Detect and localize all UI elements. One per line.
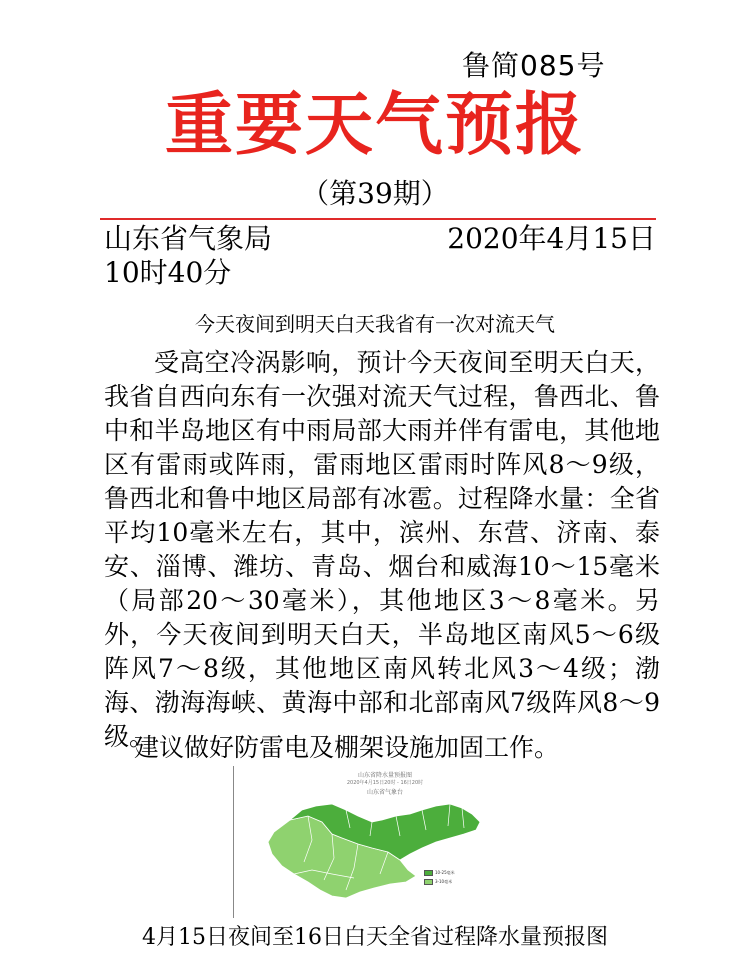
precipitation-map	[250, 770, 520, 908]
legend-swatch	[424, 870, 433, 876]
forecast-advice: 建议做好防雷电及棚架设施加固工作。	[134, 733, 560, 762]
forecast-headline: 今天夜间到明天白天我省有一次对流天气	[195, 312, 555, 336]
legend-label: 3-10毫米	[435, 878, 453, 884]
figure-left-line	[233, 766, 234, 918]
issue-date: 2020年4月15日	[447, 222, 656, 255]
map-agency: 山东省气象台	[366, 789, 403, 796]
legend-swatch	[424, 879, 433, 885]
map-title: 山东省降水量预报图	[357, 772, 412, 779]
legend-label: 10-25毫米	[435, 869, 455, 875]
map-subtitle: 2020年4月15日20时 - 16日20时	[346, 780, 424, 786]
forecast-body: 受高空冷涡影响，预计今天夜间至明天白天，我省自西向东有一次强对流天气过程，鲁西北、鲁中和半岛地区有中雨局部大雨并伴有雷电，其他地区有雷雨或阵雨，雷雨地区雷雨时阵风8～9级，鲁西北和鲁中地区局部有冰雹。过程降水量：全省平均10毫米左右，其中，滨州、东营、济南、泰安、淄博、潍坊、青岛、烟台和威海10～15毫米（局部20～30毫米），其他地区3～8毫米。另外，今天夜间到明天白天，半岛地区南风5～6级阵风7～8级，其他地区南风转北风3～4级；渤海、渤海海峡、黄海中部和北部南风7级阵风8～9级。	[104, 348, 660, 751]
document-title: 重要天气预报	[164, 86, 585, 165]
red-divider	[100, 218, 656, 220]
legend-item	[424, 877, 455, 886]
document-number: 鲁简085号	[462, 49, 606, 82]
map-bay	[370, 804, 386, 816]
issuing-agency: 山东省气象局	[104, 222, 273, 255]
map-legend	[424, 868, 455, 886]
figure-caption: 4月15日夜间至16日白天全省过程降水量预报图	[142, 925, 608, 950]
issue-time: 10时40分	[104, 256, 232, 289]
legend-item	[424, 868, 455, 877]
issue-number: （第39期）	[301, 177, 449, 210]
